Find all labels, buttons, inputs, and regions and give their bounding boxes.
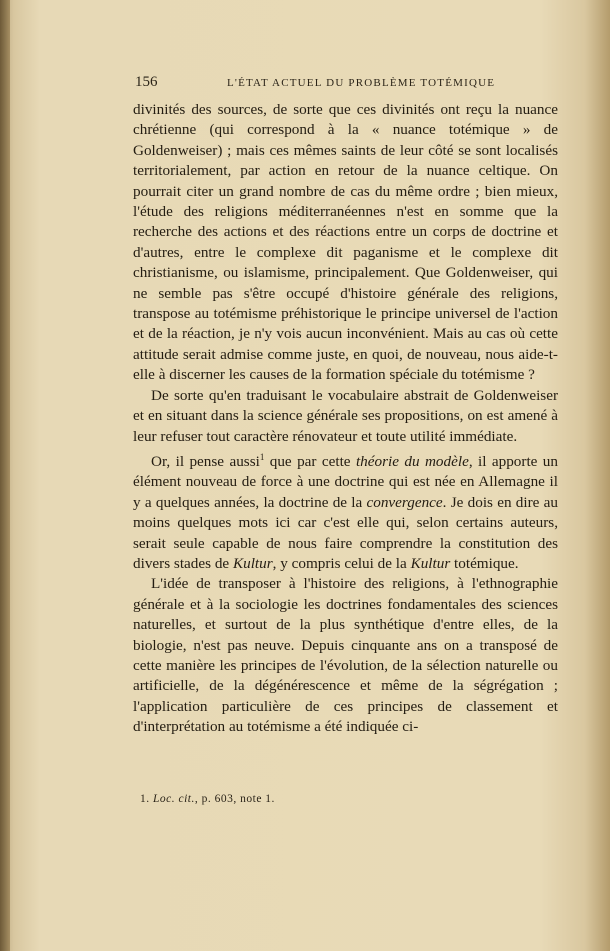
paragraph-2: De sorte qu'en traduisant le vocabulaire abstrait de Goldenweiser et en situant dans la science générale ses propositions, on est amené à leur refuser tout caractère rénovateur et toute utilité immédiate. [133,386,558,445]
italic-theorie-du-modele: théorie du modèle [355,452,469,470]
paragraph-4: L'idée de transposer à l'histoire des religions, à l'ethnographie générale et à la sociologie les doctrines fondamentales des sciences naturelles, et surtout de la plus synthétique d'entre elles, de la biologie, n'est pas neuve. Depuis cinquante ans on a transposé de cette manière les principes de l'évolution, de la sélection naturelle ou artificielle, de la dégénérescence et même de la ségrégation ; l'application particulière de ces principes de classement et d'interprétation au totémisme a été indiquée ci- [133,575,558,736]
page-number: 156 [135,74,158,90]
footnote-reference: 1 [259,451,265,462]
paragraph-3 [133,447,558,575]
footnote [140,793,560,805]
book-binding-edge [0,0,10,951]
paragraph-3-part-e: , y compris celui de la [272,555,411,572]
paragraph-3-part-b: que par cette [264,452,356,470]
footnote-text: , p. 603, note 1. [194,793,275,805]
page-header [135,74,555,94]
paragraph-3-part-f: totémique. [450,555,519,572]
running-title: L'ÉTAT ACTUEL DU PROBLÈME TOTÉMIQUE [227,77,496,89]
italic-kultur: Kultur [232,555,273,572]
footnote-loc-cit: Loc. cit. [149,793,195,805]
paragraph-1: divinités des sources, de sorte que ces divinités ont reçu la nuance chrétienne (qui correspond à la « nuance totémique » de Goldenweiser) ; mais ces mêmes saints de leur côté se sont localisés territorialement, par action en retour de la nuance celtique. On pourrait citer un grand nombre de cas du même ordre ; bien mieux, l'étude des religions méditerranéennes n'est en somme que la recherche des actions et des réactions entre un corps de doctrine et d'autres, entre le complexe dit paganisme et le complexe dit christianisme, ou islamisme, principalement. Que Goldenweiser, qui ne semble pas s'être occupé d'histoire générale des religions, transpose au totémisme préhistorique le principe universel de l'action et de la réaction, je n'y vois aucun inconvénient. Mais au cas où cette attitude serait admise comme juste, en quoi, de nouveau, nous aide-t-elle à discerner les causes de la formation spéciale du totémisme ? [133,101,558,384]
italic-kultur-2: Kultur [410,555,451,572]
paragraph-3-part-c: , il apporte un élément nouveau de force à une doctrine qui est née en Allemagne il y a quelques années, la doctrine de la [133,452,558,511]
italic-convergence: convergence [366,493,443,511]
footnote-marker: 1. [140,793,150,805]
paragraph-3-part-d: . Je dois en dire au moins quelques mots ici car c'est elle qui, selon certains auteurs, serait seule capable de nous faire comprendre la constitution des divers stades de [133,493,558,572]
paragraph-3-part-a: Or, il pense aussi [151,452,260,470]
body-text [133,100,558,738]
